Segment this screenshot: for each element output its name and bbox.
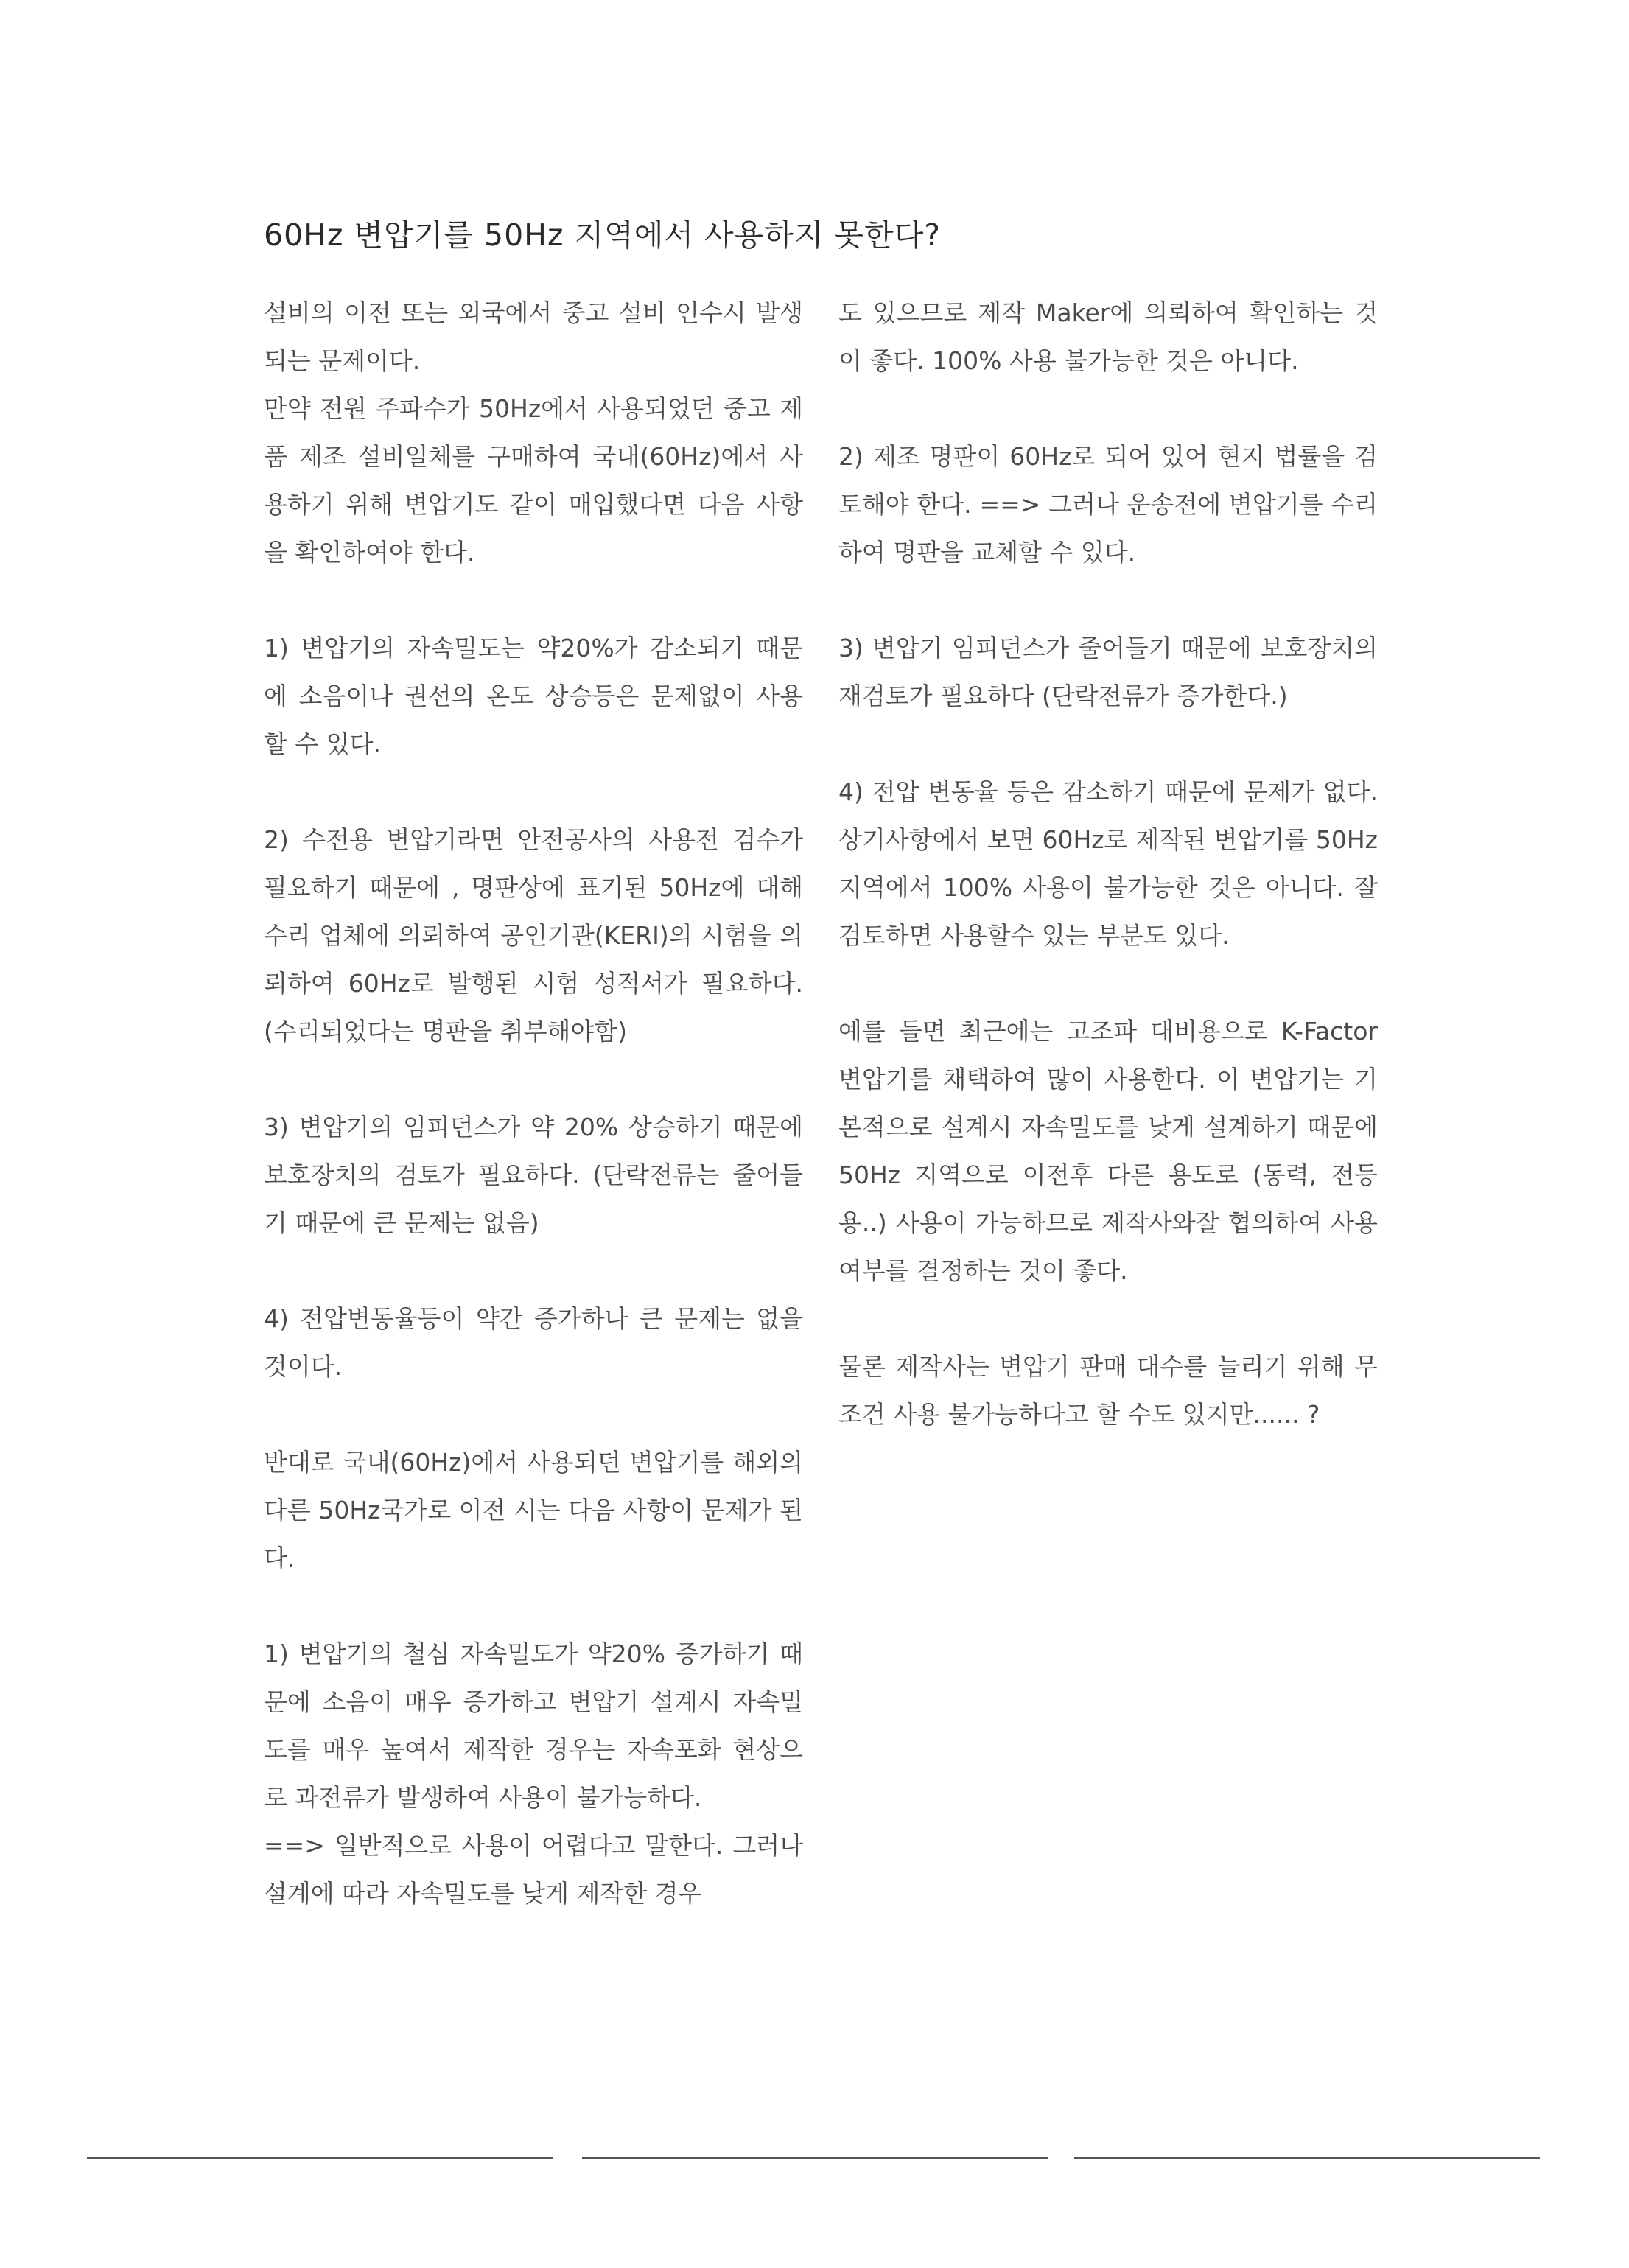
- list-item: 2) 수전용 변압기라면 안전공사의 사용전 검수가 필요하기 때문에 , 명판상에 표기된 50Hz에 대해 수리 업체에 의뢰하여 공인기관(KERI)의 시험을 의뢰하여 60Hz로 발행된 시험 성적서가 필요하다. (수리되었다는 명판을 취부해야함): [264, 825, 803, 1046]
- reverse-intro-paragraph: 반대로 국내(60Hz)에서 사용되던 변압기를 해외의 다른 50Hz국가로 이전 시는 다음 사항이 문제가 된다.: [264, 1448, 803, 1572]
- closing-paragraph: 물론 제작사는 변압기 판매 대수를 늘리기 위해 무조건 사용 불가능하다고 할 수도 있지만...... ?: [838, 1352, 1378, 1429]
- list-item: 3) 변압기 임피던스가 줄어들기 때문에 보호장치의 재검토가 필요하다 (단락전류가 증가한다.): [838, 634, 1378, 710]
- footer-divider-right: [1074, 2157, 1540, 2159]
- list-item: 4) 전압변동율등이 약간 증가하나 큰 문제는 없을 것이다.: [264, 1304, 803, 1381]
- list-item: 1) 변압기의 철심 자속밀도가 약20% 증가하기 때문에 소음이 매우 증가하고 변압기 설계시 자속밀도를 매우 높여서 제작한 경우는 자속포화 현상으로 과전류가 발생하여 사용이 불가능하다. ==> 일반적으로 사용이 어렵다고 말한다. 그러나 설계에 따라 자속밀도를 낮게 제작한 경우: [264, 1639, 803, 1908]
- footer-divider-left: [87, 2157, 553, 2159]
- list-item: 4) 전압 변동율 등은 감소하기 때문에 문제가 없다. 상기사항에서 보면 60Hz로 제작된 변압기를 50Hz 지역에서 100% 사용이 불가능한 것은 아니다. 잘 검토하면 사용할수 있는 부분도 있다.: [838, 777, 1378, 950]
- continuation-paragraph: 도 있으므로 제작 Maker에 의뢰하여 확인하는 것이 좋다. 100% 사용 불가능한 것은 아니다.: [838, 298, 1378, 375]
- intro-paragraph: 설비의 이전 또는 외국에서 중고 설비 인수시 발생되는 문제이다. 만약 전원 주파수가 50Hz에서 사용되었던 중고 제품 제조 설비일체를 구매하여 국내(60Hz)에서 사용하기 위해 변압기도 같이 매입했다면 다음 사항을 확인하여야 한다.: [264, 298, 803, 567]
- left-column: [264, 289, 803, 1917]
- list-item: 1) 변압기의 자속밀도는 약20%가 감소되기 때문에 소음이나 권선의 온도 상승등은 문제없이 사용할 수 있다.: [264, 634, 803, 758]
- page-title: 60Hz 변압기를 50Hz 지역에서 사용하지 못한다?: [264, 217, 942, 253]
- right-column: [838, 289, 1378, 1438]
- footer-divider-center: [582, 2157, 1048, 2159]
- list-item: 2) 제조 명판이 60Hz로 되어 있어 현지 법률을 검토해야 한다. ==> 그러나 운송전에 변압기를 수리하여 명판을 교체할 수 있다.: [838, 442, 1378, 567]
- list-item: 3) 변압기의 임피던스가 약 20% 상승하기 때문에 보호장치의 검토가 필요하다. (단락전류는 줄어들기 때문에 큰 문제는 없음): [264, 1113, 803, 1237]
- example-paragraph: 예를 들면 최근에는 고조파 대비용으로 K-Factor 변압기를 채택하여 많이 사용한다. 이 변압기는 기본적으로 설계시 자속밀도를 낮게 설계하기 때문에 50Hz 지역으로 이전후 다른 용도로 (동력, 전등용..) 사용이 가능하므로 제작사와잘 협의하여 사용여부를 결정하는 것이 좋다.: [838, 1017, 1378, 1285]
